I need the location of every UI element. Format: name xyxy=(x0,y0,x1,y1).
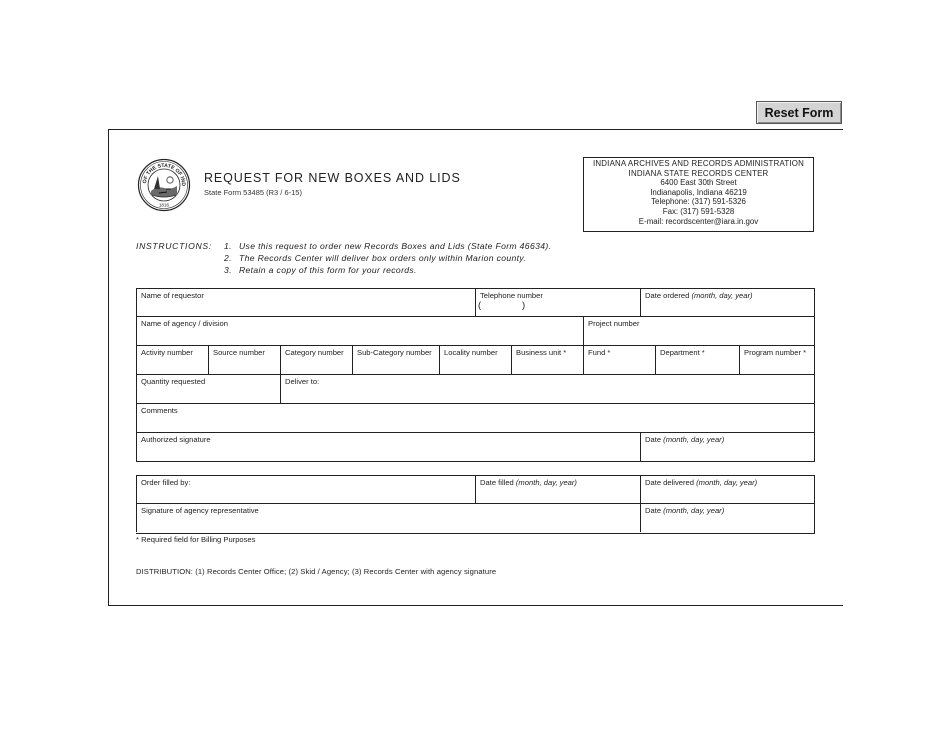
address-city: Indianapolis, Indiana 46219 xyxy=(650,187,747,197)
reset-form-button[interactable]: Reset Form xyxy=(756,101,842,124)
subcategory-number-field[interactable]: Sub-Category number xyxy=(352,345,440,374)
address-street: 6400 East 30th Street xyxy=(660,178,737,188)
representative-date-field[interactable]: Date (month, day, year) xyxy=(640,503,814,532)
locality-number-field[interactable]: Locality number xyxy=(439,345,512,374)
comments-field[interactable]: Comments xyxy=(136,403,814,432)
authorized-date-field[interactable]: Date (month, day, year) xyxy=(640,432,814,461)
deliver-to-field[interactable]: Deliver to: xyxy=(280,374,814,403)
agency-email: E-mail: recordscenter@iara.in.gov xyxy=(638,216,759,226)
authorized-signature-field[interactable]: Authorized signature xyxy=(136,432,641,461)
distribution-note: DISTRIBUTION: (1) Records Center Office; (2) Skid / Agency; (3) Records Center with agency signature xyxy=(136,567,497,576)
svg-text:SEAL OF THE STATE OF INDIANA: OF THE STATE OF IND xyxy=(142,162,187,187)
phone-paren-close: ) xyxy=(522,300,526,311)
instructions-list: 1. Use this request to order new Records Boxes and Lids (State Form 46634). 2. The Records Center will deliver box orders only within Marion county. 3. Retain a copy of this form for your records. xyxy=(224,241,552,275)
agency-telephone: Telephone: (317) 591-5326 xyxy=(651,197,746,207)
category-number-field[interactable]: Category number xyxy=(280,345,353,374)
records-center-name: INDIANA STATE RECORDS CENTER xyxy=(628,168,769,178)
telephone-number-field[interactable]: Telephone number xyxy=(475,288,641,317)
program-number-field[interactable]: Program number * xyxy=(739,345,814,374)
instructions-label: INSTRUCTIONS: xyxy=(136,241,212,251)
date-filled-field[interactable]: Date filled (month, day, year) xyxy=(475,475,641,504)
required-field-footnote: * Required field for Billing Purposes xyxy=(136,535,256,544)
quantity-requested-field[interactable]: Quantity requested xyxy=(136,374,281,403)
name-of-agency-field[interactable]: Name of agency / division xyxy=(136,316,584,345)
name-of-requestor-field[interactable]: Name of requestor xyxy=(136,288,476,317)
state-seal-icon xyxy=(137,158,191,217)
project-number-field[interactable]: Project number xyxy=(583,316,814,345)
agency-address-box xyxy=(583,157,814,232)
department-field[interactable]: Department * xyxy=(655,345,740,374)
agency-fax: Fax: (317) 591-5328 xyxy=(662,206,735,216)
svg-text:1816: 1816 xyxy=(158,202,170,208)
business-unit-field[interactable]: Business unit * xyxy=(511,345,584,374)
source-number-field[interactable]: Source number xyxy=(208,345,281,374)
phone-paren-open: ( xyxy=(478,300,482,311)
date-delivered-field[interactable]: Date delivered (month, day, year) xyxy=(640,475,814,504)
agency-name: INDIANA ARCHIVES AND RECORDS ADMINISTRATION xyxy=(592,159,804,168)
fund-field[interactable]: Fund * xyxy=(583,345,656,374)
activity-number-field[interactable]: Activity number xyxy=(136,345,209,374)
form-number: State Form 53485 (R3 / 6-15) xyxy=(204,188,302,197)
order-filled-by-field[interactable]: Order filled by: xyxy=(136,475,476,504)
agency-representative-signature-field[interactable]: Signature of agency representative xyxy=(136,503,641,532)
date-ordered-field[interactable]: Date ordered (month, day, year) xyxy=(640,288,814,317)
form-title: REQUEST FOR NEW BOXES AND LIDS xyxy=(204,171,461,185)
